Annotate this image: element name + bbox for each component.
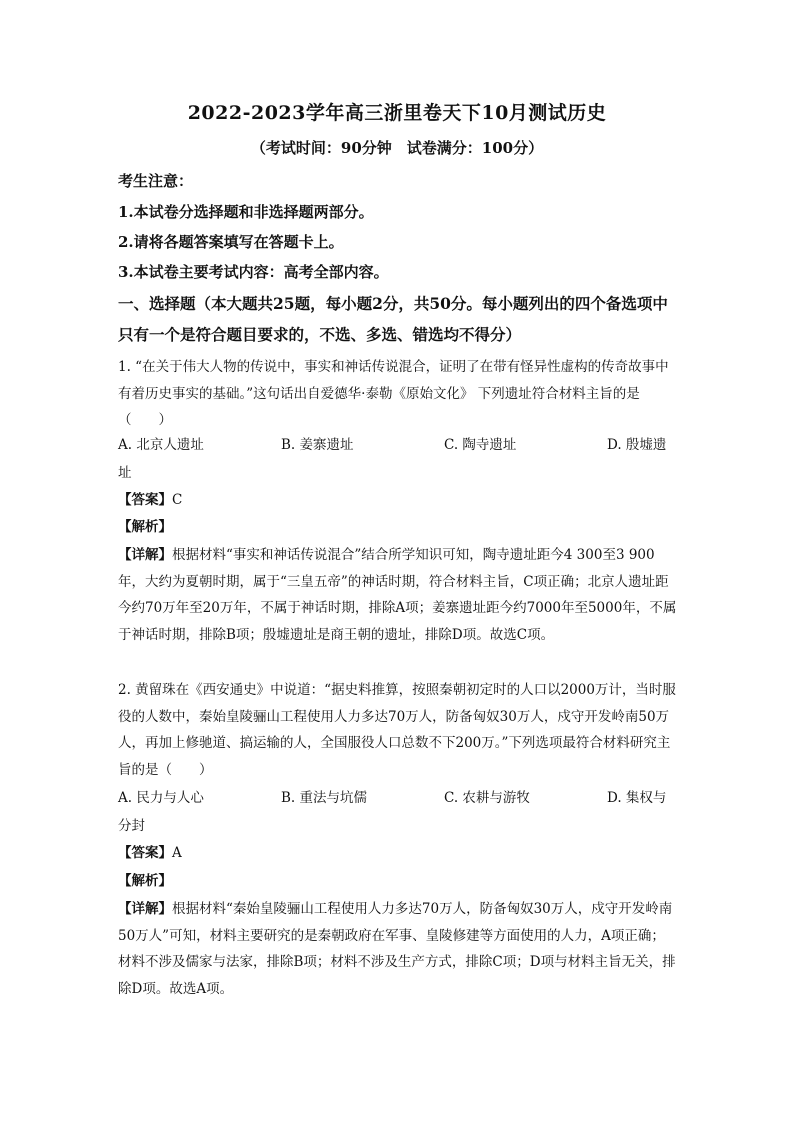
option-a: A. 北京人遗址 (118, 437, 204, 453)
option-a: A. 民力与人心 (118, 790, 204, 806)
exam-subtitle: （考试时间：90分钟 试卷满分：100分） (250, 139, 544, 157)
analysis-tag: 【解析】 (118, 873, 172, 889)
section-title: 一、选择题（本大题共25题，每小题2分，共50分。每小题列出的四个备选项中只有一个是符合题目要求的，不选、多选、错选均不得分） (118, 294, 668, 344)
analysis-tag: 【解析】 (118, 519, 172, 535)
note-item: 3.本试卷主要考试内容：高考全部内容。 (118, 263, 389, 281)
option-c: C. 农耕与游牧 (444, 790, 530, 806)
detail-paragraph (118, 896, 678, 1002)
notes-heading: 考生注意： (118, 172, 194, 190)
note-item: 2.请将各题答案填写在答题卡上。 (118, 233, 344, 251)
answer-value: A (172, 845, 182, 861)
answer-value: C (172, 492, 183, 508)
option-wrap: 址 (118, 465, 132, 481)
detail-text: 根据材料“事实和神话传说混合”结合所学知识可知，陶寺遗址距今4 300至3 900年，大约为夏朝时期，属于“三皇五帝”的神话时期，符合材料主旨，C项正确；北京人遗址距今约70万年至20万年，不属于神话时期，排除A项；姜寨遗址距今约7000年至5000年，不属于神话时期，排除B项；殷墟遗址是商王朝的遗址，排除D项。故选C项。 (118, 547, 677, 643)
note-item: 1.本试卷分选择题和非选择题两部分。 (118, 203, 374, 221)
options-row (118, 432, 678, 459)
exam-title: 2022-2023学年高三浙里卷天下10月测试历史 (187, 102, 607, 124)
answer-tag: 【答案】 (118, 845, 172, 861)
option-c: C. 陶寺遗址 (444, 437, 517, 453)
question-stem: 2. 黄留珠在《西安通史》中说道：“据史料推算，按照秦朝初定时的人口以2000万计，当时服役的人数中，秦始皇陵骊山工程使用人力多达70万人，防备匈奴30万人，戍守开发岭南50万人，再加上修驰道、搞运输的人，全国服役人口总数不下200万。”下列选项最符合材料研究主旨的是（ ） (118, 682, 676, 778)
question-stem: 1. “在关于伟大人物的传说中，事实和神话传说混合，证明了在带有怪异性虚构的传奇故事中有着历史事实的基础。”这句话出自爱德华·泰勒《原始文化》 下列遗址符合材料主旨的是（ ） (118, 359, 669, 428)
option-d: D. 殷墟遗 (607, 437, 667, 453)
detail-paragraph (118, 542, 678, 648)
detail-tag: 【详解】 (118, 901, 172, 917)
answer-tag: 【答案】 (118, 492, 172, 508)
option-d: D. 集权与 (607, 790, 667, 806)
answer-line (118, 840, 182, 867)
detail-text: 根据材料“秦始皇陵骊山工程使用人力多达70万人，防备匈奴30万人，戍守开发岭南50万人”可知，材料主要研究的是秦朝政府在军事、皇陵修建等方面使用的人力，A项正确；材料不涉及儒家与法家，排除B项；材料不涉及生产方式，排除C项；D项与材料主旨无关，排除D项。故选A项。 (118, 901, 676, 997)
options-row (118, 785, 678, 812)
option-b: B. 姜寨遗址 (281, 437, 354, 453)
option-wrap: 分封 (118, 818, 145, 834)
answer-line (118, 487, 182, 514)
option-b: B. 重法与坑儒 (281, 790, 368, 806)
detail-tag: 【详解】 (118, 547, 172, 563)
